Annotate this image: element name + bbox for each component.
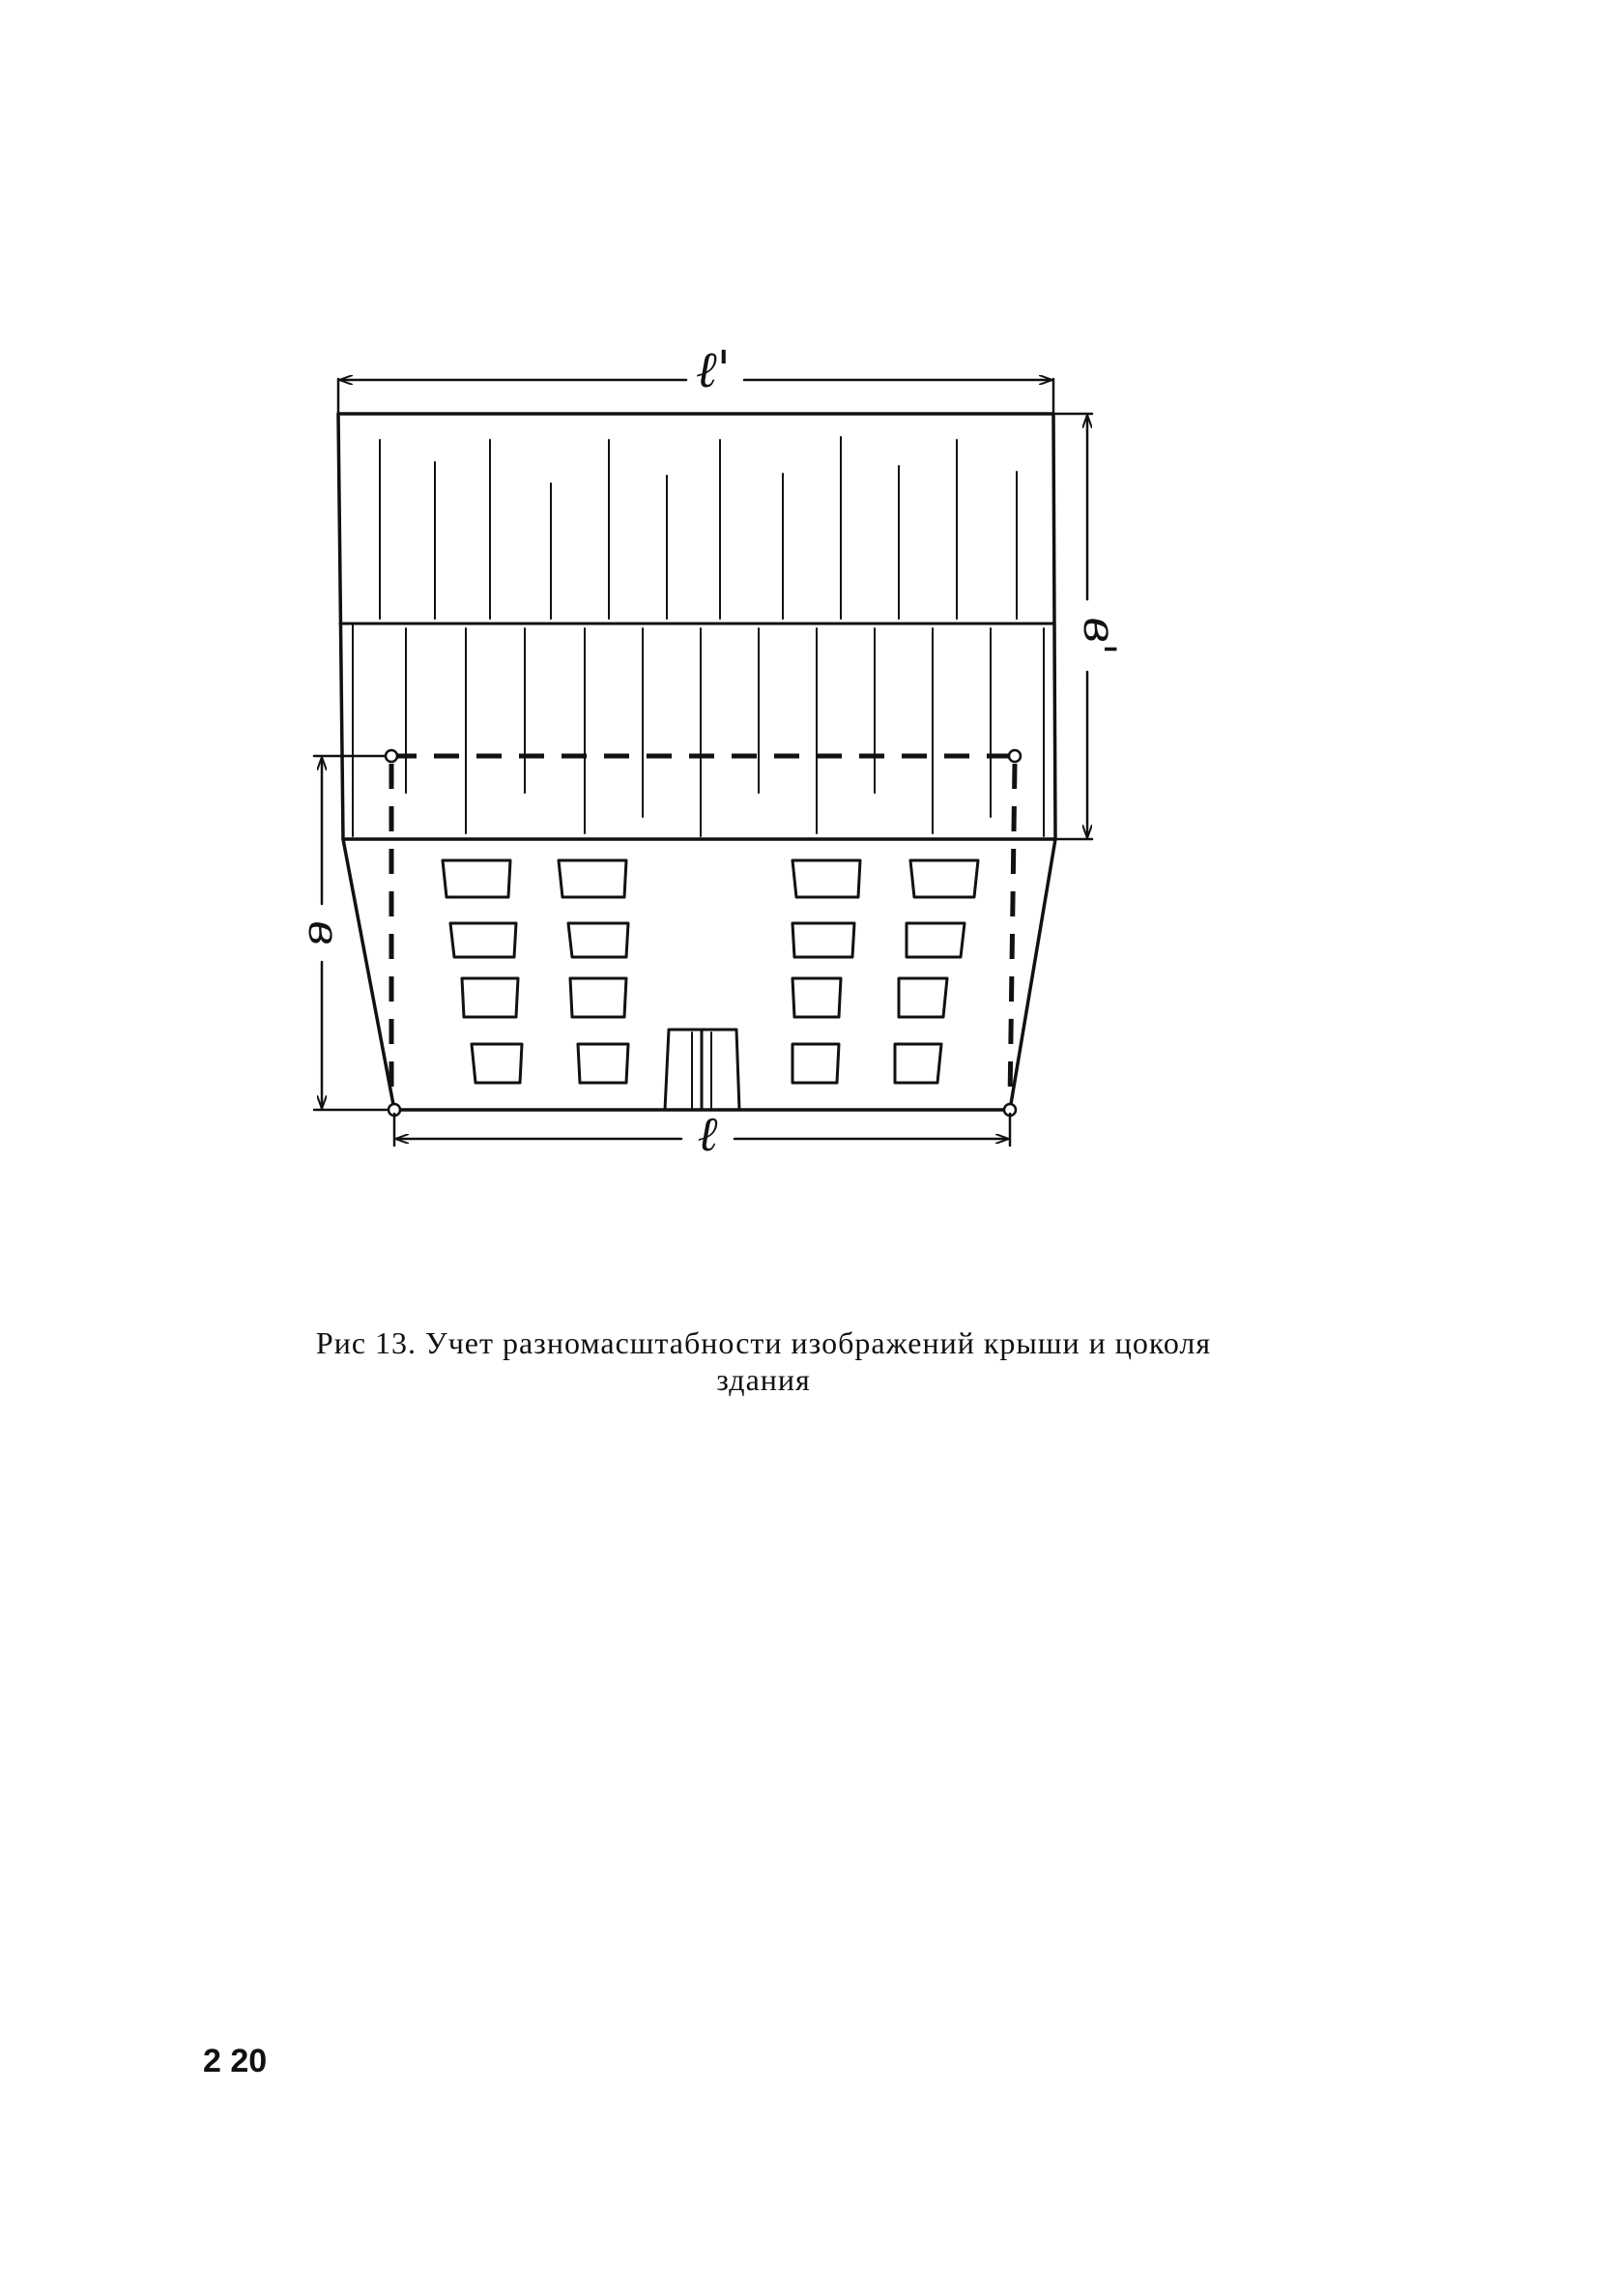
label-roof-depth: в' [1074,617,1126,655]
label-base-width: ℓ [697,1106,718,1162]
entrance-door [665,1030,739,1110]
figure-caption [232,1324,1295,1398]
caption-line-1: Рис 13. Учет разномасштабности изображений крыши и цоколя [315,1325,1212,1360]
label-roof-width: ℓ' [696,341,731,399]
roof [338,414,1055,839]
building-walls [343,839,1055,1110]
label-base-height: в [299,920,348,945]
roof-upper-hatching [380,437,1017,619]
page-number: 2 20 [203,2043,268,2079]
roof-lower-hatching [353,624,1044,836]
caption-line-2: здания [716,1362,811,1397]
